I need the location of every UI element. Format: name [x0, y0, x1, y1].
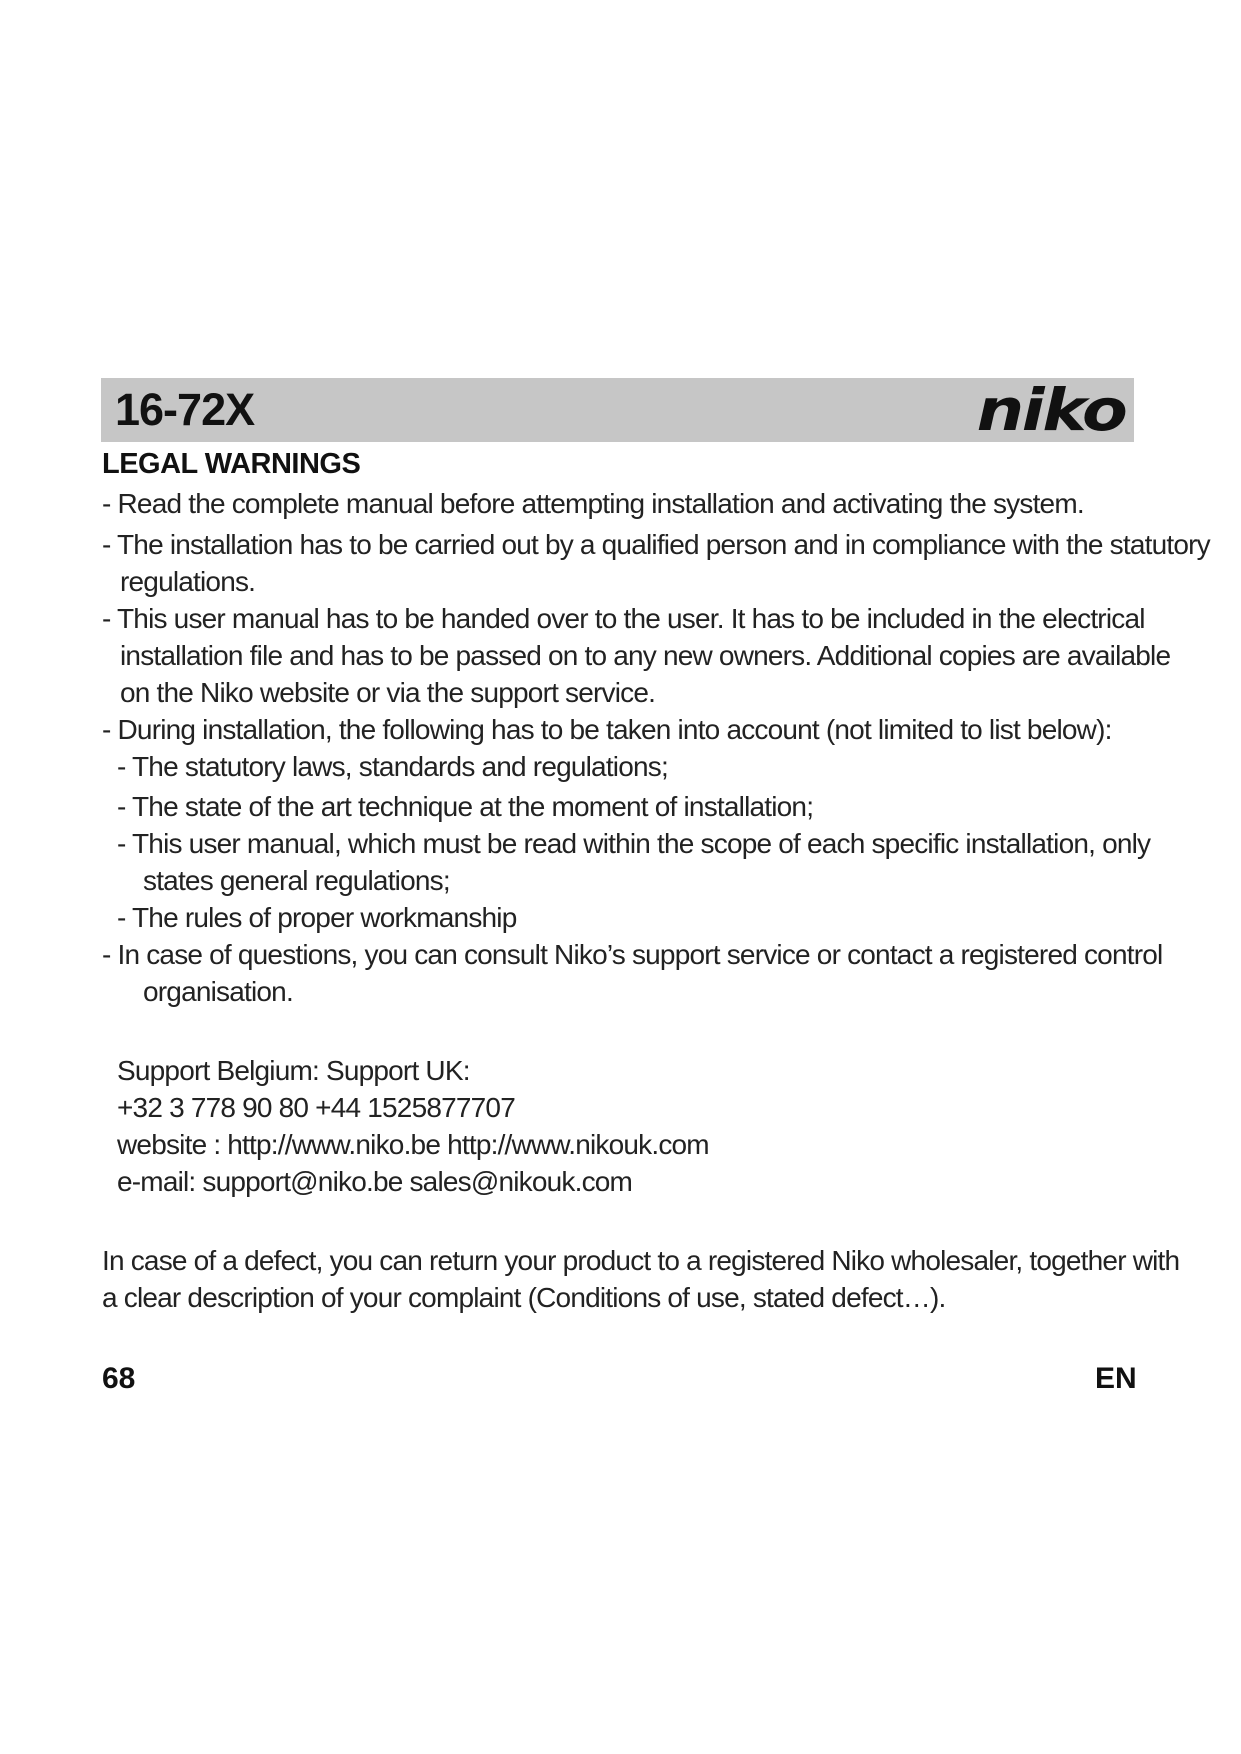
language-code: EN — [1095, 1362, 1137, 1395]
warning-subline: - The statutory laws, standards and regulations; — [117, 751, 668, 782]
defect-text: a clear description of your complaint (Conditions of use, stated defect…). — [102, 1282, 946, 1313]
warning-line: - In case of questions, you can consult Niko’s support service or contact a registered control — [102, 939, 1163, 970]
warning-line: regulations. — [120, 566, 256, 597]
support-line: Support Belgium: Support UK: — [117, 1055, 470, 1086]
warning-subline: - The state of the art technique at the moment of installation; — [117, 791, 814, 822]
page-number: 68 — [102, 1362, 136, 1395]
warning-line: - During installation, the following has to be taken into account (not limited to list below): — [102, 714, 1112, 745]
warning-line: on the Niko website or via the support service. — [120, 677, 656, 708]
header-bar — [101, 378, 1134, 442]
warning-subline: states general regulations; — [143, 865, 450, 896]
warning-subline: - The rules of proper workmanship — [117, 902, 517, 933]
section-title: LEGAL WARNINGS — [102, 448, 361, 480]
warning-line: - The installation has to be carried out by a qualified person and in compliance with the statutory — [102, 529, 1210, 560]
warning-line: - This user manual has to be handed over to the user. It has to be included in the electrical — [102, 603, 1145, 634]
defect-text: In case of a defect, you can return your product to a registered Niko wholesaler, together with — [102, 1245, 1180, 1276]
support-website: website : http://www.niko.be http://www.nikouk.com — [117, 1129, 709, 1160]
support-phone: +32 3 778 90 80 +44 1525877707 — [117, 1092, 515, 1123]
niko-logo: niko — [977, 376, 1126, 444]
model-number: 16-72X — [115, 384, 255, 435]
warning-subline: - This user manual, which must be read within the scope of each specific installation, only — [117, 828, 1151, 859]
warning-line: installation file and has to be passed on to any new owners. Additional copies are available — [120, 640, 1171, 671]
warning-line: - Read the complete manual before attempting installation and activating the system. — [102, 488, 1084, 519]
warning-line: organisation. — [143, 976, 293, 1007]
support-email: e-mail: support@niko.be sales@nikouk.com — [117, 1166, 633, 1197]
